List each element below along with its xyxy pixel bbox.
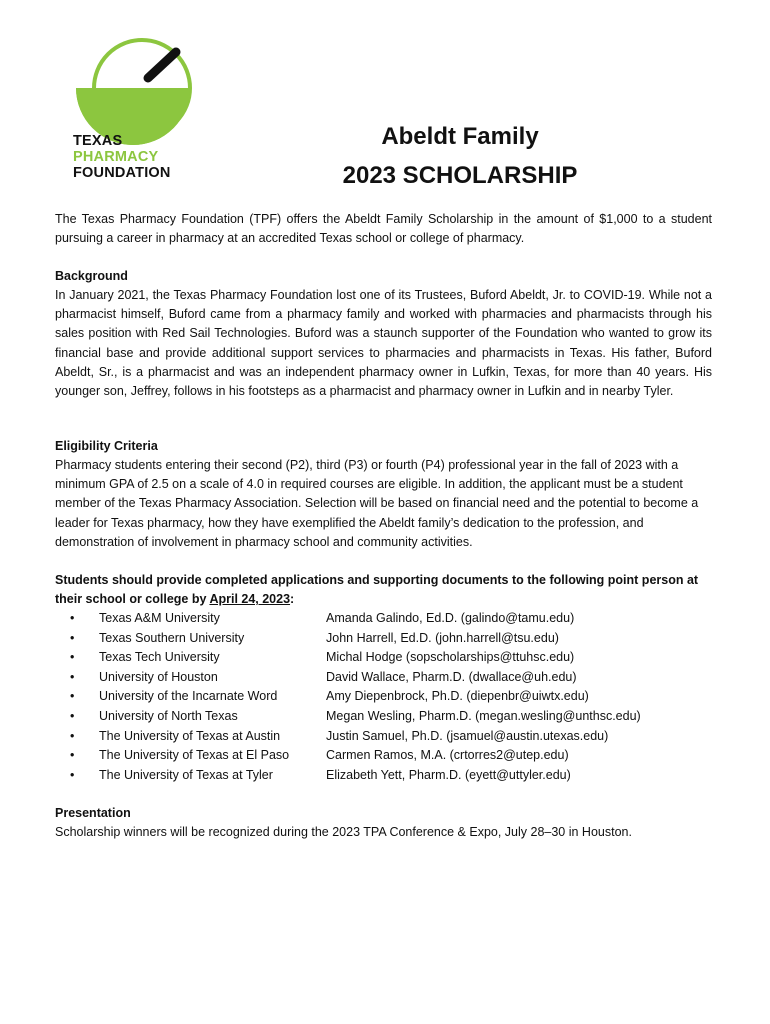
bullet-icon: • [70,728,75,743]
background-heading: Background [55,269,128,283]
logo-text-texas: TEXAS [73,133,123,149]
logo-pestle [148,52,176,78]
school-name: University of Houston [99,669,218,684]
list-item [70,629,710,649]
list-item [70,687,710,707]
bullet-icon: • [70,630,75,645]
eligibility-paragraph: Pharmacy students entering their second (P2), third (P3) or fourth (P4) professional year in the fall of 2023 with a minimum GPA of 2.5 on a scale of 4.0 in required courses are eligible. In addition, the applicant must be a student member of the Texas Pharmacy Association. Selection will be based on financial need and the potential to become a leader for Texas pharmacy, how they have exemplified the Abeldt family’s dedication to the profession, and demonstration of involvement in pharmacy school and community activities. [55,458,699,549]
logo-text-foundation: FOUNDATION [73,165,171,181]
logo-text-pharmacy: PHARMACY [73,149,159,165]
contact-person: Michal Hodge (sopscholarships@ttuhsc.edu) [326,650,575,665]
presentation-paragraph: Scholarship winners will be recognized during the 2023 TPA Conference & Expo, July 28–30 in Houston. [55,825,632,839]
list-item [70,727,710,747]
contact-person: David Wallace, Pharm.D. (dwallace@uh.edu) [326,669,577,684]
background-paragraph: In January 2021, the Texas Pharmacy Foundation lost one of its Trustees, Buford Abeldt, Jr. to COVID-19. While not a pharmacist himself, Buford came from a pharmacy family and worked with pharmacies and pharmacists through his sales position with Red Sail Technologies. Buford was a staunch supporter of the Foundation who wanted to grow its financial base and provide additional support services to pharmacies and pharmacists in Texas. His father, Buford Abeldt, Sr., is a pharmacist and was an independent pharmacy owner in Lufkin, Texas, for more than 40 years. His younger son, Jeffrey, follows in his footsteps as a pharmacist and pharmacy owner in Lufkin and in nearby Tyler. [55,288,712,399]
bullet-icon: • [70,650,75,665]
bullet-icon: • [70,689,75,704]
page-title: Abeldt Family [381,123,539,150]
list-item [70,648,710,668]
contact-person: Amanda Galindo, Ed.D. (galindo@tamu.edu) [326,611,575,625]
list-item [70,746,710,766]
school-name: University of the Incarnate Word [99,689,278,704]
instructions-suffix: : [290,592,295,607]
list-item [70,707,710,727]
school-name: Texas Tech University [99,650,220,665]
school-name: The University of Texas at Tyler [99,767,273,782]
contact-person: Carmen Ramos, M.A. (crtorres2@utep.edu) [326,748,569,763]
bullet-icon: • [70,748,75,763]
contact-person: Amy Diepenbrock, Ph.D. (diepenbr@uiwtx.edu) [326,689,589,704]
bullet-icon: • [70,611,75,625]
instructions-paragraph [55,571,712,609]
intro-paragraph: The Texas Pharmacy Foundation (TPF) offers the Abeldt Family Scholarship in the amount of $1,000 to a student pursuing a career in pharmacy at an accredited Texas school or college of pharmacy. [55,212,712,246]
bullet-icon: • [70,669,75,684]
contact-person: Megan Wesling, Pharm.D. (megan.wesling@unthsc.edu) [326,708,641,723]
contact-person: John Harrell, Ed.D. (john.harrell@tsu.edu) [326,630,559,645]
contact-list [70,609,710,785]
page-subtitle: 2023 SCHOLARSHIP [342,162,578,189]
list-item [70,668,710,688]
school-name: Texas Southern University [99,630,245,645]
school-name: University of North Texas [99,708,238,723]
school-name: The University of Texas at Austin [99,728,281,743]
list-item [70,609,710,629]
presentation-heading: Presentation [55,806,131,820]
bullet-icon: • [70,708,75,723]
eligibility-heading: Eligibility Criteria [55,439,158,453]
school-name: Texas A&M University [99,611,220,625]
deadline-date: April 24, 2023 [209,592,291,607]
list-item [70,766,710,786]
contact-person: Elizabeth Yett, Pharm.D. (eyett@uttyler.edu) [326,767,571,782]
contact-person: Justin Samuel, Ph.D. (jsamuel@austin.utexas.edu) [326,728,609,743]
instructions-text: Students should provide completed applications and supporting documents to the following point person at their school or college by [55,573,699,607]
foundation-logo [64,36,204,186]
school-name: The University of Texas at El Paso [99,748,290,763]
bullet-icon: • [70,767,75,782]
